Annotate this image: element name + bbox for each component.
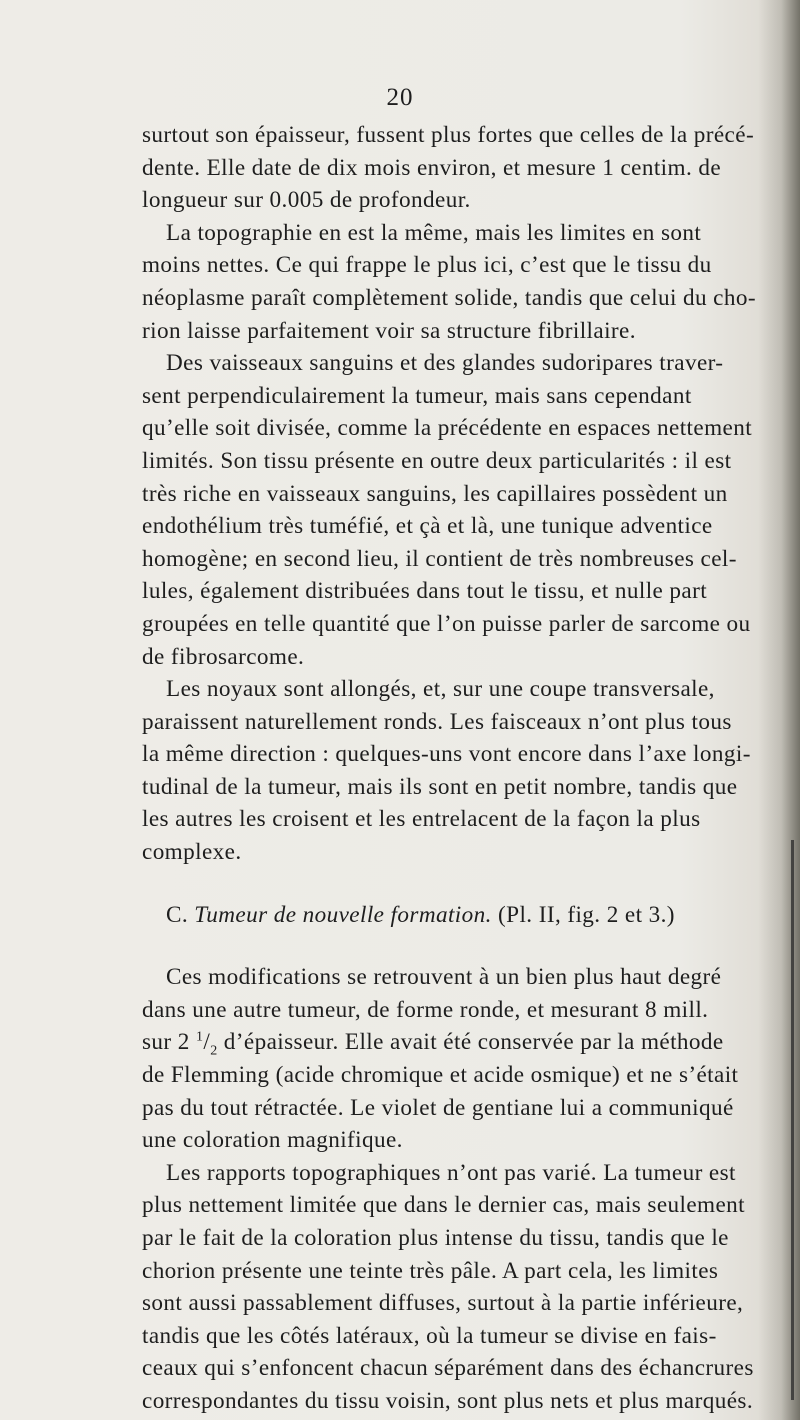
section-gap — [142, 869, 782, 899]
text-line: La topographie en est la même, mais les limites en sont — [166, 219, 702, 246]
text-line: tandis que les côtés latéraux, où la tumeur se divise en fais- — [142, 1322, 717, 1349]
text-line: limités. Son tissu présente en outre deux particularités : il est — [142, 447, 732, 474]
text-line: néoplasme paraît complètement solide, tandis que celui du cho- — [142, 284, 756, 311]
text-line: dans une autre tumeur, de forme ronde, et mesurant 8 mill. — [142, 996, 709, 1023]
text-fragment: d’épaisseur. Elle avait été conservée par la méthode — [223, 1029, 724, 1056]
text-line: sont aussi passablement diffuses, surtout à la partie inférieure, — [142, 1290, 744, 1317]
text-line: dente. Elle date de dix mois environ, et mesure 1 centim. de — [142, 154, 722, 181]
text-line: qu’elle soit divisée, comme la précédente en espaces nettement — [142, 415, 753, 442]
page-number: 20 — [386, 84, 414, 111]
fraction-denominator: 2 — [210, 1044, 218, 1060]
text-line: surtout son épaisseur, fussent plus fortes que celles de la précé- — [142, 122, 755, 148]
section-title: Tumeur de nouvelle formation. — [194, 901, 492, 928]
text-line: très riche en vaisseaux sanguins, les capillaires possèdent un — [142, 480, 728, 507]
paragraph-3 — [142, 347, 782, 673]
text-line: une coloration magnifique. — [142, 1127, 403, 1154]
text-line: longueur sur 0.005 de profondeur. — [142, 187, 471, 214]
text-fragment: sur 2 — [142, 1029, 190, 1056]
page-edge-line — [791, 840, 794, 1400]
text-line: rion laisse parfaitement voir sa structure fibrillaire. — [142, 317, 636, 344]
text-line: chorion présente une teinte très pâle. A part cela, les limites — [142, 1257, 719, 1284]
paragraph-4 — [142, 673, 782, 869]
section-reference: (Pl. II, fig. 2 et 3.) — [498, 901, 675, 928]
text-line: lules, également distribuées dans tout le tissu, et nulle part — [142, 578, 708, 605]
text-line: de fibrosarcome. — [142, 643, 305, 670]
body-text — [142, 119, 782, 1418]
text-line: correspondantes du tissu voisin, sont plus nets et plus marqués. — [142, 1387, 754, 1414]
text-line: groupées en telle quantité que l’on puisse parler de sarcome ou — [142, 610, 751, 637]
text-line: Ces modifications se retrouvent à un bien plus haut degré — [166, 964, 722, 991]
text-line: de Flemming (acide chromique et acide osmique) et ne s’était — [142, 1062, 739, 1089]
section-gap — [142, 931, 782, 961]
text-line: complexe. — [142, 839, 242, 866]
text-line: plus nettement limitée que dans le dernier cas, mais seulement — [142, 1192, 746, 1219]
text-line: les autres les croisent et les entrelacent de la façon la plus — [142, 806, 701, 833]
section-letter: C. — [166, 901, 189, 928]
text-line: sent perpendiculairement la tumeur, mais sans cependant — [142, 382, 692, 409]
text-line: homogène; en second lieu, il contient de très nombreuses cel- — [142, 545, 737, 572]
text-line: ceaux qui s’enfoncent chacun séparément dans des échancrures — [142, 1355, 754, 1382]
text-line: la même direction : quelques-uns vont encore dans l’axe longi- — [142, 741, 751, 768]
paragraph-6 — [142, 1157, 782, 1418]
paragraph-2 — [142, 217, 782, 347]
text-line: paraissent naturellement ronds. Les faisceaux n’ont plus tous — [142, 708, 732, 735]
fraction-numerator: 1 — [195, 1029, 204, 1045]
paragraph-5 — [142, 961, 782, 1157]
text-line: Les noyaux sont allongés, et, sur une coupe transversale, — [166, 676, 715, 703]
text-line: tudinal de la tumeur, mais ils sont en petit nombre, tandis que — [142, 773, 738, 800]
section-heading — [142, 899, 782, 932]
text-line: pas du tout rétractée. Le violet de gentiane lui a communiqué — [142, 1094, 734, 1121]
text-line: endothélium très tuméfié, et çà et là, une tunique adventice — [142, 513, 713, 540]
text-line: sur 2 $^1/_2$ d’épaisseur. Elle avait été conservée par la méthode — [142, 1029, 724, 1060]
paragraph-1 — [142, 119, 782, 217]
text-line: Des vaisseaux sanguins et des glandes sudoripares traver- — [166, 350, 724, 377]
text-line: moins nettes. Ce qui frappe le plus ici, c’est que le tissu du — [142, 252, 712, 279]
text-line: par le fait de la coloration plus intense du tissu, tandis que le — [142, 1225, 729, 1251]
text-line: Les rapports topographiques n’ont pas varié. La tumeur est — [166, 1159, 736, 1186]
